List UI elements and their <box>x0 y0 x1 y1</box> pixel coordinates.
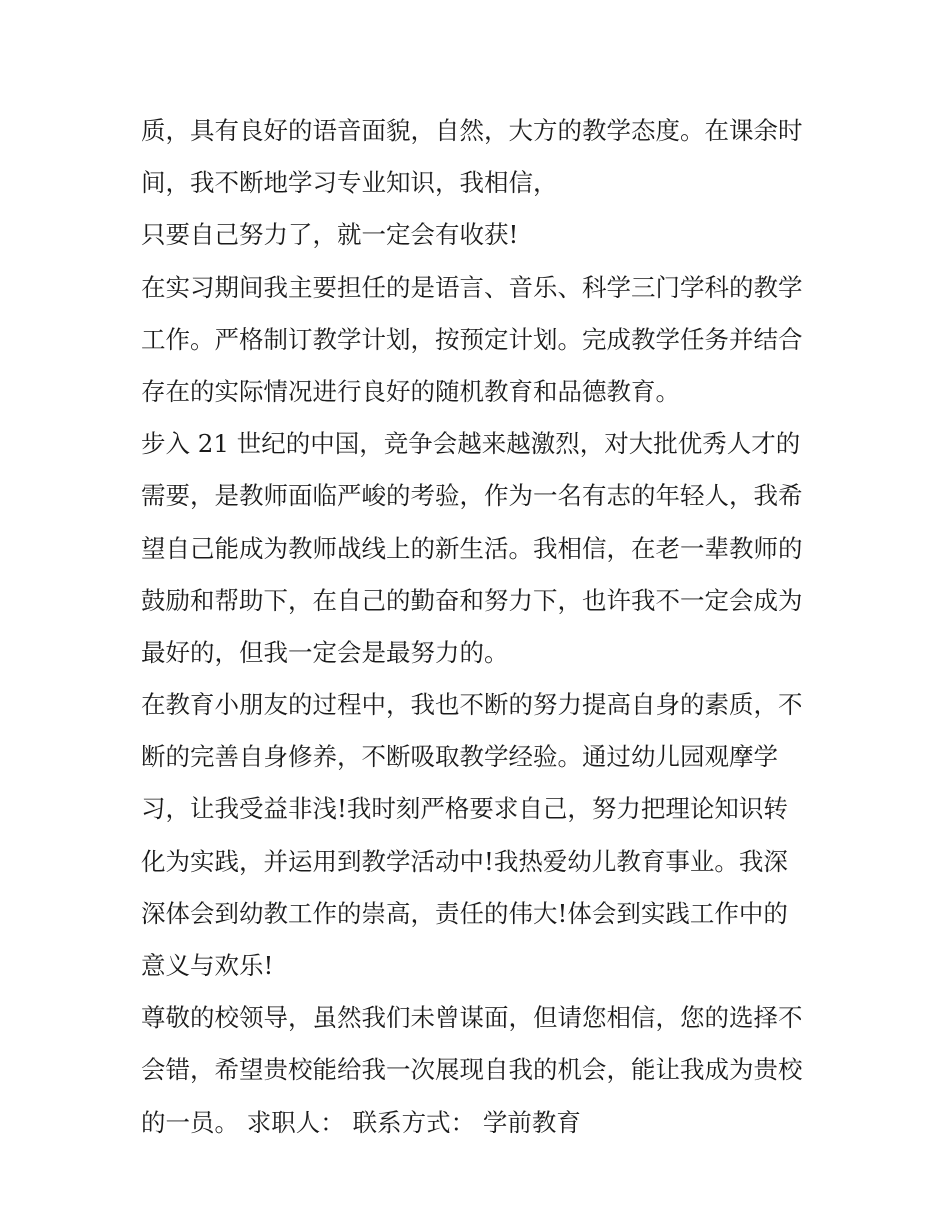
text-line: 需要，是教师面临严峻的考验，作为一名有志的年轻人，我希 <box>141 481 803 511</box>
text-line: 存在的实际情况进行良好的随机教育和品德教育。 <box>141 376 680 406</box>
text-line: 的一员。 求职人： 联系方式： 学前教育 <box>141 1107 581 1137</box>
text-line: 习，让我受益非浅!我时刻严格要求自己，努力把理论知识转 <box>141 794 788 824</box>
text-line: 步入 21 世纪的中国，竞争会越来越激烈，对大批优秀人才的 <box>141 429 801 459</box>
text-line: 断的完善自身修养，不断吸取教学经验。通过幼儿园观摩学 <box>141 742 778 772</box>
text-line: 最好的，但我一定会是最努力的。 <box>141 637 509 667</box>
text-line: 质，具有良好的语音面貌，自然，大方的教学态度。在课余时 <box>141 116 803 145</box>
text-line: 望自己能成为教师战线上的新生活。我相信，在老一辈教师的 <box>141 533 803 563</box>
text-line: 化为实践，并运用到教学活动中!我热爱幼儿教育事业。我深 <box>141 846 788 876</box>
text-line: 会错，希望贵校能给我一次展现自我的机会，能让我成为贵校 <box>141 1055 803 1085</box>
text-line: 间，我不断地学习专业知识，我相信， <box>141 168 558 198</box>
text-line: 在教育小朋友的过程中，我也不断的努力提高自身的素质，不 <box>141 690 803 720</box>
document-body <box>141 105 831 1149</box>
text-line: 尊敬的校领导，虽然我们未曾谋面，但请您相信，您的选择不 <box>141 1003 803 1033</box>
text-line: 工作。严格制订教学计划，按预定计划。完成教学任务并结合 <box>141 324 803 354</box>
text-line: 只要自己努力了，就一定会有收获! <box>141 220 519 250</box>
text-line: 鼓励和帮助下，在自己的勤奋和努力下，也许我不一定会成为 <box>141 585 803 615</box>
text-line: 在实习期间我主要担任的是语言、音乐、科学三门学科的教学 <box>141 272 803 302</box>
text-line: 意义与欢乐! <box>141 951 274 980</box>
text-line: 深体会到幼教工作的崇高，责任的伟大!体会到实践工作中的 <box>141 898 788 928</box>
